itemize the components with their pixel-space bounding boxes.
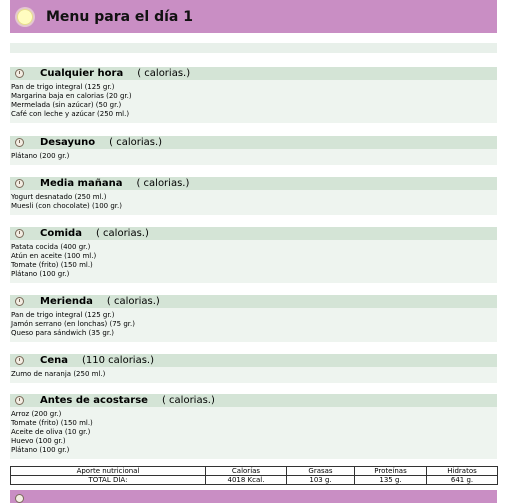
meal-name: Cena: [40, 355, 68, 366]
meal-header: [10, 177, 497, 190]
meal-name: Antes de acostarse: [40, 395, 148, 406]
meal-item: Tomate (frito) (150 ml.): [11, 419, 93, 427]
meal-calories: ( calorias.): [136, 178, 190, 189]
meal-section-media-manana: [10, 177, 497, 215]
nutrition-cell: TOTAL DÍA:: [11, 476, 206, 485]
meal-header: [10, 227, 497, 240]
clock-icon: [15, 297, 24, 306]
meal-calories: ( calorias.): [137, 68, 191, 79]
meal-item: Pan de trigo integral (125 gr.): [11, 311, 115, 319]
nutrition-cell: 641 g.: [427, 476, 498, 485]
clock-icon: [15, 494, 24, 503]
meal-items: [10, 149, 497, 165]
meal-section-cualquier-hora: [10, 67, 497, 123]
meal-item: Patata cocida (400 gr.): [11, 243, 91, 251]
meal-items: [10, 240, 497, 283]
meal-section-cena: [10, 354, 497, 383]
meal-name: Media mañana: [40, 178, 123, 189]
nutrition-cell: 135 g.: [355, 476, 427, 485]
meal-header: [10, 295, 497, 308]
meal-section-desayuno: [10, 136, 497, 165]
meal-item: Tomate (frito) (150 ml.): [11, 261, 93, 269]
nutrition-total-row: [11, 476, 498, 485]
meal-section-antes-de-acostarse: [10, 394, 497, 459]
meal-item: Plátano (100 gr.): [11, 270, 70, 278]
meal-item: Café con leche y azúcar (250 ml.): [11, 110, 130, 118]
page-header: [10, 0, 497, 33]
meal-item: Queso para sándwich (35 gr.): [11, 329, 115, 337]
meal-items: [10, 80, 497, 123]
nutrition-header-cell: Aporte nutricional: [11, 467, 206, 476]
meal-calories: ( calorias.): [106, 296, 160, 307]
meal-item: Plátano (100 gr.): [11, 446, 70, 454]
sun-icon: [17, 9, 33, 25]
nutrition-header-cell: Hidratos: [427, 467, 498, 476]
nutrition-header-cell: Grasas: [287, 467, 355, 476]
meal-item: Aceite de oliva (10 gr.): [11, 428, 91, 436]
meal-item: Zumo de naranja (250 ml.): [11, 370, 106, 378]
spacer-bar: [10, 43, 497, 53]
clock-icon: [15, 229, 24, 238]
clock-icon: [15, 356, 24, 365]
meal-items: [10, 367, 497, 383]
meal-header: [10, 136, 497, 149]
meal-section-comida: [10, 227, 497, 283]
page-title: Menu para el día 1: [46, 8, 193, 25]
meal-calories: ( calorias.): [161, 395, 215, 406]
nutrition-header-cell: Proteínas: [355, 467, 427, 476]
meal-item: Muesli (con chocolate) (100 gr.): [11, 202, 122, 210]
meal-calories: ( calorias.): [109, 137, 163, 148]
meal-section-merienda: [10, 295, 497, 342]
clock-icon: [15, 396, 24, 405]
meal-items: [10, 190, 497, 215]
meal-item: Atún en aceite (100 ml.): [11, 252, 97, 260]
meal-header: [10, 354, 497, 367]
meal-item: Margarina baja en calorias (20 gr.): [11, 92, 132, 100]
meal-calories: (110 calorias.): [82, 355, 154, 366]
nutrition-header-cell: Calorías: [206, 467, 287, 476]
meal-name: Merienda: [40, 296, 93, 307]
meal-item: Mermelada (sin azúcar) (50 gr.): [11, 101, 122, 109]
meal-item: Jamón serrano (en lonchas) (75 gr.): [11, 320, 135, 328]
meal-name: Cualquier hora: [40, 68, 124, 79]
clock-icon: [15, 179, 24, 188]
meal-header: [10, 67, 497, 80]
meal-name: Comida: [40, 228, 82, 239]
nutrition-table: [10, 466, 498, 485]
meal-item: Arroz (200 gr.): [11, 410, 62, 418]
nutrition-header-row: [11, 467, 498, 476]
meal-items: [10, 407, 497, 459]
meal-item: Plátano (200 gr.): [11, 152, 70, 160]
meal-item: Huevo (100 gr.): [11, 437, 66, 445]
clock-icon: [15, 138, 24, 147]
meal-header: [10, 394, 497, 407]
clock-icon: [15, 69, 24, 78]
meal-items: [10, 308, 497, 342]
meal-item: Yogurt desnatado (250 ml.): [11, 193, 107, 201]
meal-calories: ( calorias.): [95, 228, 149, 239]
footer-bar: [10, 490, 497, 503]
meal-name: Desayuno: [40, 137, 96, 148]
meal-item: Pan de trigo integral (125 gr.): [11, 83, 115, 91]
nutrition-cell: 103 g.: [287, 476, 355, 485]
nutrition-cell: 4018 Kcal.: [206, 476, 287, 485]
